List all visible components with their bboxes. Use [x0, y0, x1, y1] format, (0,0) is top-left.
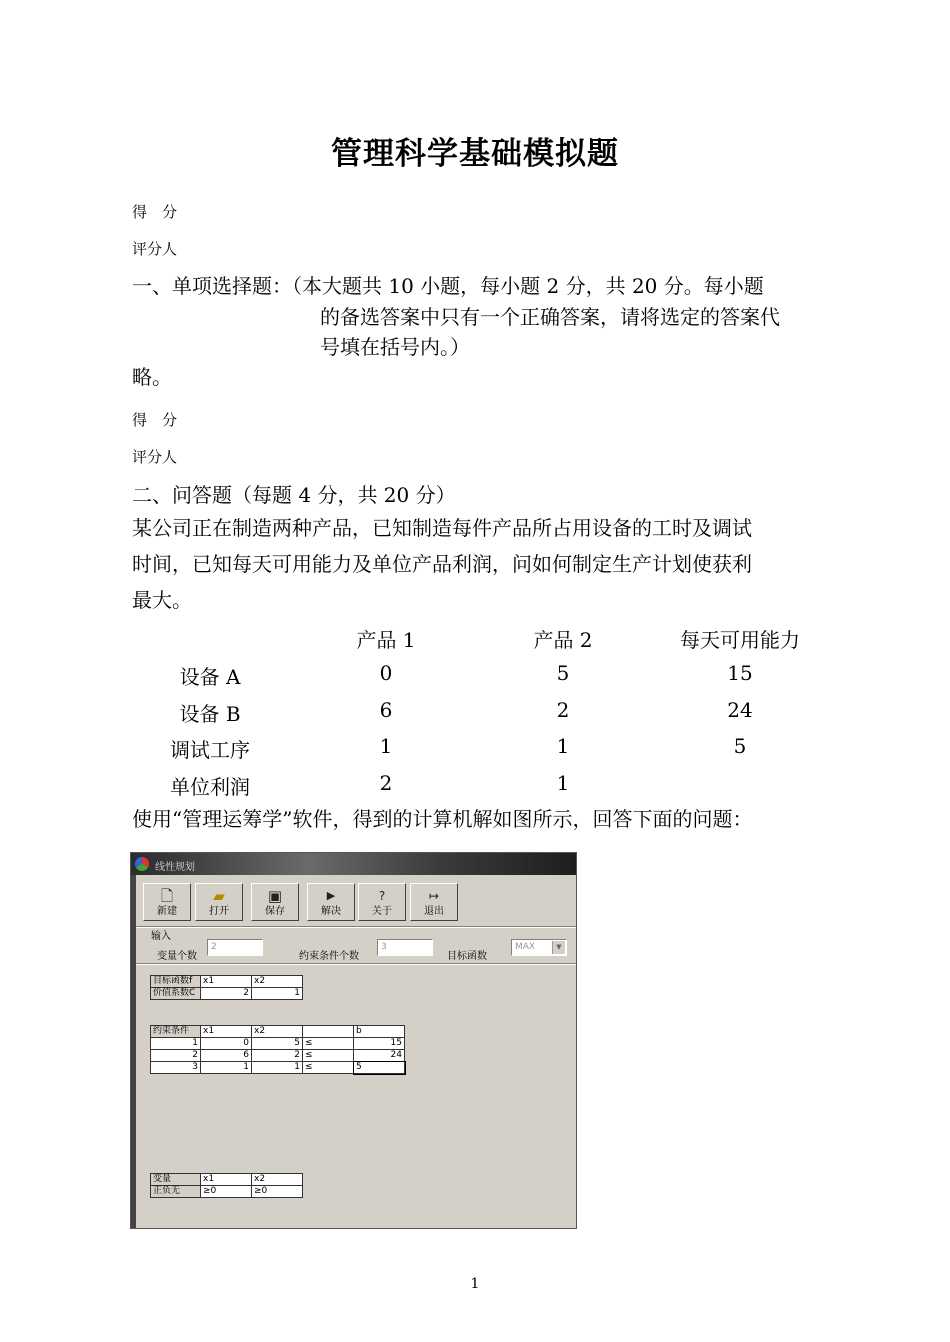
section2-heading: 二、问答题（每题 4 分，共 20 分）	[132, 483, 456, 507]
constraint-header: 约束条件	[151, 1026, 201, 1038]
table-cell[interactable]: 0	[201, 1038, 252, 1050]
row-number: 1	[151, 1038, 201, 1050]
toolbar-divider	[136, 926, 577, 928]
variable-row-label: 变量	[151, 1174, 201, 1186]
score-label: 得 分	[132, 203, 178, 221]
var-count-label: 变量个数	[157, 951, 197, 962]
sign-cell[interactable]: ≤	[303, 1050, 354, 1062]
row-number: 3	[151, 1062, 201, 1074]
window-edge	[131, 875, 136, 1229]
table-cell[interactable]: 5	[252, 1038, 303, 1050]
table-cell[interactable]: 2	[201, 988, 252, 1000]
constraint-table	[150, 1025, 405, 1074]
row-value: 15	[727, 661, 753, 685]
table-row	[151, 1050, 405, 1062]
grader-label-2: 评分人	[132, 448, 178, 466]
row-value: 5	[556, 661, 570, 685]
exit-icon: ↦	[428, 889, 440, 903]
section1-cont-1: 的备选答案中只有一个正确答案，请将选定的答案代	[320, 305, 780, 329]
row-value: 2	[556, 698, 570, 722]
table-cell[interactable]: 1	[201, 1062, 252, 1074]
window-titlebar[interactable]	[131, 853, 576, 875]
objective-label: 目标函数	[447, 951, 487, 962]
row-value: 6	[379, 698, 393, 722]
open-button-label: 打开	[209, 906, 229, 917]
row-value: 1	[379, 734, 393, 758]
exit-button-label: 退出	[424, 906, 444, 917]
save-disk-icon: ▣	[267, 887, 283, 905]
row-value: 5	[733, 734, 747, 758]
solve-button[interactable]	[307, 883, 355, 921]
about-button-label: 关于	[372, 906, 392, 917]
question-line-3: 最大。	[132, 588, 192, 612]
exit-button[interactable]	[410, 883, 458, 921]
new-button[interactable]	[143, 883, 191, 921]
table-cell[interactable]: ≥0	[201, 1186, 252, 1198]
table-cell[interactable]: 2	[252, 1050, 303, 1062]
page-number: 1	[470, 1276, 480, 1292]
col-header-product1: 产品 1	[356, 628, 416, 652]
constraint-count-label: 约束条件个数	[299, 951, 359, 962]
open-folder-icon: ▰	[213, 887, 225, 905]
table-cell[interactable]: ≥0	[252, 1186, 303, 1198]
play-icon: ▶	[326, 889, 336, 902]
col-header: x1	[201, 976, 252, 988]
col-header-product2: 产品 2	[533, 628, 593, 652]
col-header: x2	[252, 1026, 303, 1038]
window-title: 线性规划	[155, 862, 195, 873]
sign-cell[interactable]: ≤	[303, 1038, 354, 1050]
col-header: x2	[252, 976, 303, 988]
row-value: 2	[379, 771, 393, 795]
table-cell-editing[interactable]: 5	[354, 1062, 405, 1074]
save-button[interactable]	[251, 883, 299, 921]
new-file-icon: 🗋	[160, 887, 174, 905]
open-button[interactable]	[195, 883, 243, 921]
section1-cont-2: 号填在括号内。）	[320, 335, 470, 359]
table-row	[151, 1062, 405, 1074]
app-logo-icon	[135, 857, 149, 871]
row-value: 1	[556, 771, 570, 795]
input-divider	[136, 963, 577, 965]
variable-table	[150, 1173, 303, 1198]
col-header: x2	[252, 1174, 303, 1186]
table-cell[interactable]: 6	[201, 1050, 252, 1062]
solve-button-label: 解决	[321, 906, 341, 917]
sign-row-label: 正负无	[151, 1186, 201, 1198]
objective-select-value: MAX	[515, 942, 536, 952]
about-button[interactable]	[358, 883, 406, 921]
constraint-count-input[interactable]: 3	[377, 939, 433, 956]
table-cell[interactable]: 15	[354, 1038, 405, 1050]
input-group-label: 输入	[151, 931, 171, 942]
col-header-capacity: 每天可用能力	[680, 628, 800, 652]
row-number: 2	[151, 1050, 201, 1062]
row-label: 设备 A	[179, 665, 241, 689]
col-header	[303, 1026, 354, 1038]
col-header: x1	[201, 1026, 252, 1038]
row-value: 1	[556, 734, 570, 758]
row-label: 调试工序	[170, 738, 250, 762]
objective-table	[150, 975, 303, 1000]
row-label: 设备 B	[179, 702, 241, 726]
score-label-2: 得 分	[132, 411, 178, 429]
objective-row-label: 目标函数f	[151, 976, 201, 988]
col-header: b	[354, 1026, 405, 1038]
lp-software-window	[130, 852, 577, 1229]
row-value: 0	[379, 661, 393, 685]
sign-cell[interactable]: ≤	[303, 1062, 354, 1074]
row-label: 单位利润	[170, 775, 250, 799]
objective-select[interactable]	[511, 939, 567, 956]
software-instruction: 使用“管理运筹学”软件，得到的计算机解如图所示，回答下面的问题：	[132, 807, 753, 831]
page-title: 管理科学基础模拟题	[331, 136, 619, 172]
table-cell[interactable]: 1	[252, 988, 303, 1000]
save-button-label: 保存	[265, 906, 285, 917]
table-cell[interactable]: 1	[252, 1062, 303, 1074]
coef-row-label: 价值系数C	[151, 988, 201, 1000]
var-count-input[interactable]: 2	[207, 939, 263, 956]
row-value: 24	[727, 698, 753, 722]
col-header: x1	[201, 1174, 252, 1186]
table-cell[interactable]: 24	[354, 1050, 405, 1062]
question-line-1: 某公司正在制造两种产品，已知制造每件产品所占用设备的工时及调试	[132, 516, 752, 540]
section1-heading: 一、单项选择题：（本大题共 10 小题，每小题 2 分，共 20 分。每小题	[132, 274, 764, 298]
section1-answer: 略。	[132, 365, 172, 389]
chevron-down-icon[interactable]: ▼	[552, 941, 565, 954]
table-row	[151, 1038, 405, 1050]
new-button-label: 新建	[157, 906, 177, 917]
help-icon: ?	[378, 889, 386, 903]
question-line-2: 时间，已知每天可用能力及单位产品利润，问如何制定生产计划使获利	[132, 552, 752, 576]
grader-label: 评分人	[132, 240, 178, 258]
